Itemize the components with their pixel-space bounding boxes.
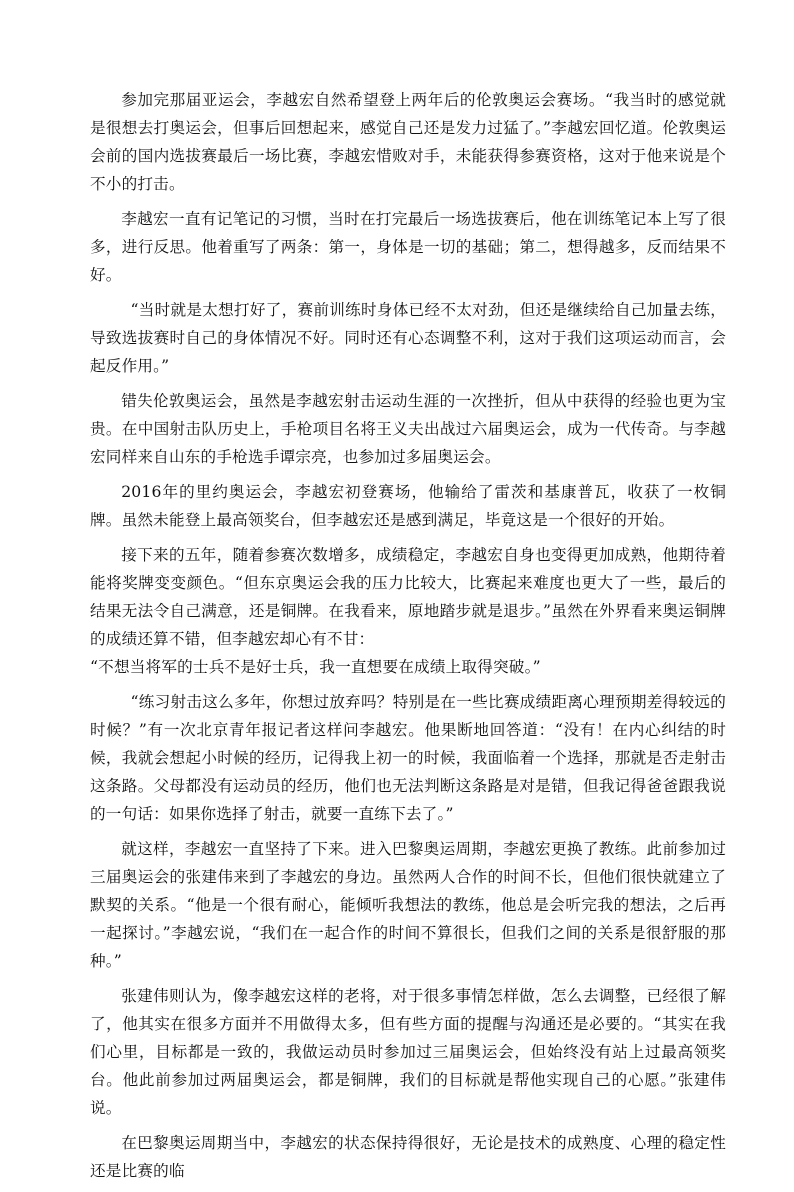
paragraph-8: 就这样，李越宏一直坚持了下来。进入巴黎奥运周期，李越宏更换了教练。此前参加过三届奥运会的张建伟来到了李越宏的身边。虽然两人合作的时间不长，但他们很快就建立了默契的关系。“他是一个很有耐心，能倾听我想法的教练，他总是会听完我的想法，之后再一起探讨。”李越宏说，“我们在一起合作的时间不算很长，但我们之间的关系是很舒服的那种。” [90, 840, 726, 970]
paragraph-6: 接下来的五年，随着参赛次数增多，成绩稳定，李越宏自身也变得更加成熟，他期待着能将奖牌变变颜色。“但东京奥运会我的压力比较大，比赛起来难度也更大了一些，最后的结果无法令自己满意，还是铜牌。在我看来，原地踏步就是退步。”虽然在外界看来奥运铜牌的成绩还算不错，但李越宏却心有不甘： [90, 546, 726, 648]
paragraph-3-quote: “当时就是太想打好了，赛前训练时身体已经不太对劲，但还是继续给自己加量去练，导致选拔赛时自己的身体情况不好。同时还有心态调整不利，这对于我们这项运动而言，会起反作用。” [90, 301, 726, 375]
paragraph-10: 在巴黎奥运周期当中，李越宏的状态保持得很好，无论是技术的成熟度、心理的稳定性还是比赛的临 [90, 1134, 726, 1180]
paragraph-7: “练习射击这么多年，你想过放弃吗？特别是在一些比赛成绩距离心理预期差得较远的时候？”有一次北京青年报记者这样问李越宏。他果断地回答道：“没有！在内心纠结的时候，我就会想起小时候的经历，记得我上初一的时候，我面临着一个选择，那就是否走射击这条路。父母都没有运动员的经历，他们也无法判断这条路是对是错，但我记得爸爸跟我说的一句话：如果你选择了射击，就要一直练下去了。” [90, 693, 726, 823]
paragraph-2: 李越宏一直有记笔记的习惯，当时在打完最后一场选拔赛后，他在训练笔记本上写了很多，进行反思。他着重写了两条：第一，身体是一切的基础；第二，想得越多，反而结果不好。 [90, 210, 726, 284]
paragraph-5: 2016年的里约奥运会，李越宏初登赛场，他输给了雷茨和基康普瓦，收获了一枚铜牌。虽然未能登上最高领奖台，但李越宏还是感到满足，毕竟这是一个很好的开始。 [90, 483, 726, 529]
paragraph-6-quote: “不想当将军的士兵不是好士兵，我一直想要在成绩上取得突破。” [90, 658, 541, 676]
paragraph-4: 错失伦敦奥运会，虽然是李越宏射击运动生涯的一次挫折，但从中获得的经验也更为宝贵。在中国射击队历史上，手枪项目名将王义夫出战过六届奥运会，成为一代传奇。与李越宏同样来自山东的手枪选手谭宗亮，也参加过多届奥运会。 [90, 392, 726, 466]
paragraph-1: 参加完那届亚运会，李越宏自然希望登上两年后的伦敦奥运会赛场。“我当时的感觉就是很想去打奥运会，但事后回想起来，感觉自己还是发力过猛了。”李越宏回忆道。伦敦奥运会前的国内选拔赛最后一场比赛，李越宏惜败对手，未能获得参赛资格，这对于他来说是个不小的打击。 [90, 91, 726, 193]
paragraph-9: 张建伟则认为，像李越宏这样的老将，对于很多事情怎样做，怎么去调整，已经很了解了，他其实在很多方面并不用做得太多，但有些方面的提醒与沟通还是必要的。“其实在我们心里，目标都是一致的，我做运动员时参加过三届奥运会，但始终没有站上过最高领奖台。他此前参加过两届奥运会，都是铜牌，我们的目标就是帮他实现自己的心愿。”张建伟说。 [90, 987, 726, 1117]
article-body [90, 86, 726, 1192]
